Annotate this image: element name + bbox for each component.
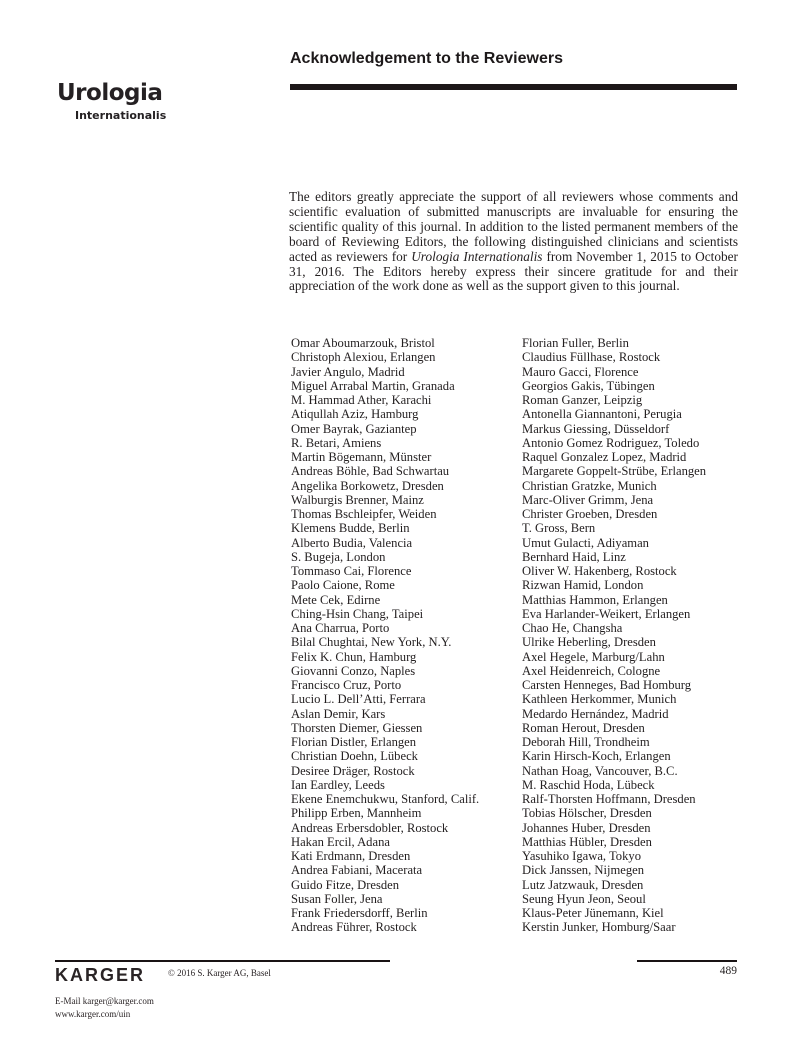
reviewer-entry: Tobias Hölscher, Dresden — [522, 806, 652, 821]
reviewer-entry: Raquel Gonzalez Lopez, Madrid — [522, 450, 687, 464]
journal-logo — [57, 82, 166, 121]
reviewer-entry: Florian Distler, Erlangen — [291, 735, 417, 749]
page-number: 489 — [719, 965, 737, 977]
reviewer-entry: Nathan Hoag, Vancouver, B.C. — [522, 763, 678, 778]
reviewer-entry: Florian Fuller, Berlin — [522, 336, 629, 350]
header-rule — [290, 84, 737, 90]
reviewer-entry: Martin Bögemann, Münster — [291, 450, 432, 464]
reviewer-entry: Christian Doehn, Lübeck — [291, 749, 418, 764]
reviewer-entry: Ching-Hsin Chang, Taipei — [291, 606, 424, 621]
reviewer-entry: Omar Aboumarzouk, Bristol — [291, 336, 435, 350]
reviewer-entry: Oliver W. Hakenberg, Rostock — [522, 564, 677, 578]
reviewer-entry: Alberto Budia, Valencia — [291, 535, 413, 550]
reviewer-entry: Thomas Bschleipfer, Weiden — [291, 507, 437, 521]
reviewer-entry: Matthias Hammon, Erlangen — [522, 592, 668, 607]
reviewer-entry: Klaus-Peter Jünemann, Kiel — [522, 906, 664, 920]
intro-text-1: The editors greatly appreciate the support of all reviewers whose comments and scientific evaluation of submitted manuscripts are invaluable for ensuring the scientific quality of this journal. In addition to the listed permanent members of the board of Reviewing Editors, the following distinguished clinicians and scientists acted as reviewers for — [289, 189, 738, 264]
journal-logo-title: Urologia — [57, 80, 163, 106]
reviewer-entry: Philipp Erben, Mannheim — [291, 806, 422, 821]
publisher-email: E-Mail karger@karger.com — [55, 996, 154, 1006]
page-title: Acknowledgement to the Reviewers — [290, 50, 563, 67]
reviewer-entry: Karin Hirsch-Koch, Erlangen — [522, 749, 671, 764]
reviewer-entry: Yasuhiko Igawa, Tokyo — [522, 849, 641, 863]
reviewer-entry: S. Bugeja, London — [291, 549, 386, 564]
reviewer-entry: Miguel Arrabal Martin, Granada — [291, 378, 455, 393]
reviewer-entry: Klemens Budde, Berlin — [291, 521, 410, 536]
reviewer-entry: Hakan Ercil, Adana — [291, 834, 390, 849]
reviewer-entry: Felix K. Chun, Hamburg — [291, 649, 417, 664]
reviewer-entry: Medardo Hernández, Madrid — [522, 706, 669, 721]
intro-journal-name-italic: Urologia Internationalis — [411, 248, 543, 264]
reviewer-entry: Lutz Jatzwauk, Dresden — [522, 877, 644, 892]
intro-paragraph — [289, 190, 738, 294]
reviewer-entry: Frank Friedersdorff, Berlin — [291, 906, 428, 920]
footer-rule-right — [637, 960, 737, 962]
reviewer-entry: Matthias Hübler, Dresden — [522, 834, 652, 849]
publisher-website: www.karger.com/uin — [55, 1008, 131, 1019]
reviewer-entry: Rizwan Hamid, London — [522, 578, 644, 593]
reviewer-entry: M. Hammad Ather, Karachi — [291, 393, 432, 407]
reviewer-entry: Atiqullah Aziz, Hamburg — [291, 407, 419, 422]
reviewer-entry: Andreas Erbersdobler, Rostock — [291, 820, 449, 835]
reviewer-entry: Ralf-Thorsten Hoffmann, Dresden — [522, 792, 696, 806]
reviewer-entry: Mete Cek, Edirne — [291, 592, 381, 607]
reviewer-entry: Markus Giessing, Düsseldorf — [522, 421, 670, 436]
reviewer-entry: Johannes Huber, Dresden — [522, 820, 651, 835]
reviewer-entry: Bilal Chughtai, New York, N.Y. — [291, 635, 452, 650]
reviewer-entry: R. Betari, Amiens — [291, 435, 382, 450]
reviewer-entry: Kathleen Herkommer, Munich — [522, 692, 677, 707]
publisher-logo: KARGER — [55, 965, 146, 985]
reviewer-entry: Lucio L. Dell’Atti, Ferrara — [291, 692, 426, 707]
publisher-contact — [55, 995, 154, 1020]
reviewer-entry: Giovanni Conzo, Naples — [291, 663, 416, 678]
reviewer-entry: Georgios Gakis, Tübingen — [522, 378, 655, 393]
reviewer-entry: Seung Hyun Jeon, Seoul — [522, 891, 646, 906]
reviewer-entry: Ian Eardley, Leeds — [291, 777, 385, 792]
copyright-line: © 2016 S. Karger AG, Basel — [168, 968, 271, 978]
reviewer-entry: Ekene Enemchukwu, Stanford, Calif. — [291, 792, 480, 806]
reviewer-entry: Dick Janssen, Nijmegen — [522, 863, 645, 878]
reviewer-list — [291, 336, 738, 935]
reviewer-column-right — [522, 336, 738, 935]
reviewer-entry: Claudius Füllhase, Rostock — [522, 350, 661, 365]
reviewer-entry: Bernhard Haid, Linz — [522, 549, 626, 564]
reviewer-entry: Desiree Dräger, Rostock — [291, 763, 415, 778]
reviewer-entry: Andreas Führer, Rostock — [291, 920, 417, 935]
reviewer-column-left — [291, 336, 522, 935]
reviewer-entry: Christian Gratzke, Munich — [522, 478, 657, 493]
reviewer-entry: Umut Gulacti, Adiyaman — [522, 535, 649, 550]
reviewer-entry: Christer Groeben, Dresden — [522, 507, 658, 521]
reviewer-entry: Carsten Henneges, Bad Homburg — [522, 678, 692, 692]
reviewer-entry: Susan Foller, Jena — [291, 891, 383, 906]
reviewer-entry: Mauro Gacci, Florence — [522, 364, 639, 379]
reviewer-entry: Kerstin Junker, Homburg/Saar — [522, 920, 676, 935]
reviewer-entry: Francisco Cruz, Porto — [291, 678, 402, 692]
reviewer-entry: Paolo Caione, Rome — [291, 578, 395, 593]
reviewer-entry: Christoph Alexiou, Erlangen — [291, 350, 436, 365]
reviewer-entry: M. Raschid Hoda, Lübeck — [522, 777, 655, 792]
reviewer-entry: Kati Erdmann, Dresden — [291, 849, 411, 863]
reviewer-entry: Axel Hegele, Marburg/Lahn — [522, 649, 665, 664]
reviewer-entry: Axel Heidenreich, Cologne — [522, 663, 661, 678]
reviewer-entry: Angelika Borkowetz, Dresden — [291, 478, 444, 493]
reviewer-entry: Aslan Demir, Kars — [291, 706, 386, 721]
reviewer-entry: Roman Ganzer, Leipzig — [522, 393, 643, 407]
reviewer-entry: Thorsten Diemer, Giessen — [291, 720, 423, 735]
journal-logo-subtitle: Internationalis — [75, 109, 167, 122]
reviewer-entry: Ulrike Heberling, Dresden — [522, 635, 656, 650]
reviewer-entry: Andrea Fabiani, Macerata — [291, 863, 423, 878]
reviewer-entry: Guido Fitze, Dresden — [291, 877, 400, 892]
reviewer-entry: Javier Angulo, Madrid — [291, 364, 405, 379]
reviewer-entry: Roman Herout, Dresden — [522, 720, 645, 735]
reviewer-entry: Marc-Oliver Grimm, Jena — [522, 492, 654, 507]
reviewer-entry: Antonio Gomez Rodriguez, Toledo — [522, 435, 700, 450]
reviewer-entry: Deborah Hill, Trondheim — [522, 735, 650, 749]
reviewer-entry: Andreas Böhle, Bad Schwartau — [291, 464, 450, 479]
reviewer-entry: Omer Bayrak, Gaziantep — [291, 421, 417, 436]
reviewer-entry: Ana Charrua, Porto — [291, 621, 390, 635]
reviewer-entry: Chao He, Changsha — [522, 621, 623, 635]
reviewer-entry: Antonella Giannantoni, Perugia — [522, 407, 682, 422]
reviewer-entry: Eva Harlander-Weikert, Erlangen — [522, 606, 691, 621]
reviewer-entry: T. Gross, Bern — [522, 521, 596, 536]
footer-rule-left — [55, 960, 390, 962]
reviewer-entry: Margarete Goppelt-Strübe, Erlangen — [522, 464, 707, 479]
intro-text-2: from November 1, 2015 to October 31, 2016. The Editors hereby express their sincere gratitude for and their appreciation of the work done as well as the support given to this journal. — [289, 248, 738, 294]
reviewer-entry: Tommaso Cai, Florence — [291, 564, 412, 578]
reviewer-entry: Walburgis Brenner, Mainz — [291, 492, 424, 507]
